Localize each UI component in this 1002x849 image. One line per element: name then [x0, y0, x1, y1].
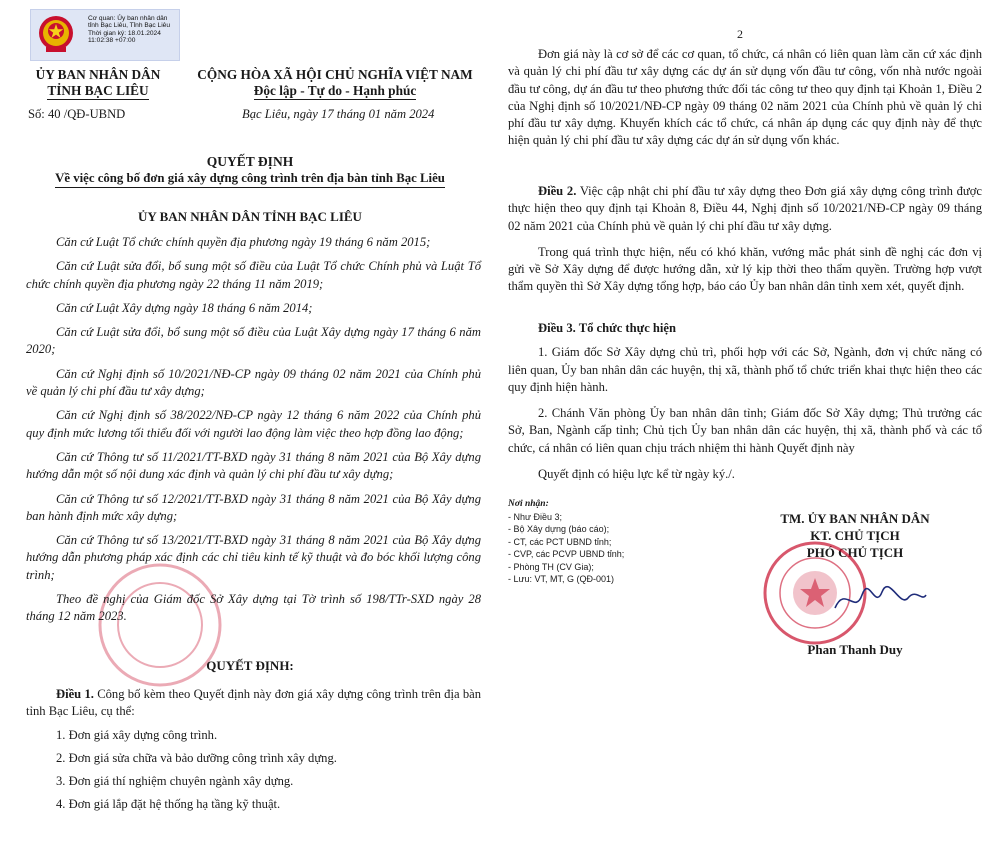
article-1-intro [26, 686, 481, 721]
article-2-text-block [508, 183, 982, 235]
article-1-item: 1. Đơn giá xây dựng công trình. [56, 727, 218, 742]
article-1-item: 3. Đơn giá thí nghiệm chuyên ngành xây dựng. [56, 774, 294, 789]
recipients-title: Nơi nhận: [508, 499, 549, 509]
country-name: CỘNG HÒA XÃ HỘI CHỦ NGHĨA VIỆT NAM [197, 67, 473, 82]
document-number: Số: 40 /QĐ-UBND [28, 107, 126, 121]
right-page [500, 0, 1002, 849]
article-2-para2: Trong quá trình thực hiện, nếu có khó khăn, vướng mắc phát sinh đề nghị các đơn vị gửi về Sở Xây dựng để được hướng dẫn, xử lý kịp thời theo thẩm quyền. Trường hợp vượt thẩm quyền thì Sở Xây dựng tổng hợp, báo cáo Ủy ban nhân dân tỉnh xem xét, quyết định. [508, 244, 982, 294]
article-1-continuation [508, 46, 982, 150]
subject-text: Về việc công bố đơn giá xây dựng công trình trên địa bàn tỉnh Bạc Liêu [55, 171, 445, 188]
ground-item: Căn cứ Luật Xây dựng ngày 18 tháng 6 năm 2014; [56, 300, 313, 315]
article-1 [26, 686, 481, 814]
page-number: 2 [737, 27, 743, 41]
signature-time: Thời gian ký: 18.01.2024 11:02:38 +07:00 [88, 29, 161, 45]
signer-line2: KT. CHỦ TỊCH [810, 528, 900, 543]
ground-item: Căn cứ Luật Tổ chức chính quyền địa phương ngày 19 tháng 6 năm 2015; [56, 235, 431, 249]
legal-grounds [26, 234, 481, 626]
ground-item: Căn cứ Luật sửa đổi, bổ sung một số điều của Luật Xây dựng ngày 17 tháng 6 năm 2020; [26, 325, 481, 357]
decision-title: QUYẾT ĐỊNH [206, 154, 294, 169]
recipient-item: - CVP, các PCVP UBND tỉnh; [508, 549, 625, 559]
recipient-item: - Như Điều 3; [508, 511, 563, 522]
agency-line2: TỈNH BẠC LIÊU [47, 83, 149, 98]
ground-item: Theo đề nghị của Giám đốc Sở Xây dựng tại Tờ trình số 198/TTr-SXD ngày 28 tháng 12 năm 2023. [26, 592, 481, 624]
ground-item: Căn cứ Nghị định số 38/2022/NĐ-CP ngày 12 tháng 6 năm 2022 của Chính phủ quy định mức lương tối thiểu đối với người lao động làm việc theo hợp đồng lao động; [26, 408, 481, 440]
national-emblem-icon [37, 13, 75, 57]
article-2-text: Việc cập nhật chi phí đầu tư xây dựng theo Đơn giá xây dựng công trình được thực hiện theo quy định tại Khoản 8, Điều 44, Nghị định số 10/2021/NĐ-CP ngày 09 tháng 02 năm 2021 của Chính phủ về quản lý chi phí đầu tư xây dựng. [508, 184, 983, 233]
article-1-continuation-text: Đơn giá này là cơ sở để các cơ quan, tổ chức, cá nhân có liên quan làm căn cứ xác định và quản lý chi phí đầu tư xây dựng các dự án sử dụng vốn đầu tư công, vốn nhà nước ngoài đầu tư công, dự án đầu tư theo phương thức đối tác công tư theo quy định tại Khoản 1, Điều 2 của Nghị định số 10/2021/NĐ-CP ngày 09 tháng 02 năm 2021 của Chính phủ về quản lý chi phí đầu tư xây dựng. Khuyến khích các tổ chức, cá nhân áp dụng các quy định này để thực hiện quản lý chi phí đầu tư xây dựng các dự án sử dụng vốn khác. [508, 47, 982, 148]
article-3-para1: 1. Giám đốc Sở Xây dựng chủ trì, phối hợp với các Sở, Ngành, đơn vị chức năng có liên quan, Ủy ban nhân dân các huyện, thị xã, thành phố tổ chức triển khai thực hiện theo các quy định hiện hành. [508, 345, 982, 394]
ground-item: Căn cứ Thông tư số 13/2021/TT-BXD ngày 31 tháng 8 năm 2021 của Bộ Xây dựng hướng dẫn phương pháp xác định các chỉ tiêu kinh tế kỹ thuật và đo bóc khối lượng công trình; [26, 533, 481, 582]
national-header [190, 67, 480, 100]
recipients-block [508, 498, 658, 586]
recipient-item: - Phòng TH (CV Gia); [508, 561, 594, 572]
article-3 [508, 320, 982, 483]
article-3-label: Điều 3. Tổ chức thực hiện [538, 321, 677, 335]
motto: Độc lập - Tự do - Hạnh phúc [253, 83, 417, 98]
agency-name [18, 67, 178, 100]
article-2 [508, 183, 982, 296]
ground-item: Căn cứ Nghị định số 10/2021/NĐ-CP ngày 09 tháng 02 năm 2021 của Chính phủ về quản lý chi phí đầu tư xây dựng; [26, 366, 481, 399]
digital-signature-box [30, 9, 180, 61]
signer-line1: TM. ỦY BAN NHÂN DÂN [780, 511, 930, 526]
handwritten-signature-icon [830, 580, 930, 620]
left-page [0, 0, 500, 849]
signer-line3: PHÓ CHỦ TỊCH [806, 545, 904, 560]
agency-line1: ỦY BAN NHÂN DÂN [35, 67, 161, 82]
ground-item: Căn cứ Thông tư số 11/2021/TT-BXD ngày 31 tháng 8 năm 2021 của Bộ Xây dựng hướng dẫn một số nội dung xác định và quản lý chi phí đầu tư xây dựng; [26, 449, 481, 482]
signer-name: Phan Thanh Duy [807, 642, 903, 657]
recipient-item: - Bộ Xây dựng (báo cáo); [508, 524, 610, 534]
decision-subject [30, 171, 470, 186]
ground-item: Căn cứ Luật sửa đổi, bổ sung một số điều của Luật Tổ chức Chính phủ và Luật Tổ chức chính quyền địa phương ngày 22 tháng 11 năm 2019; [26, 259, 481, 291]
article-2-label: Điều 2. [538, 184, 577, 198]
article-1-text: Công bố kèm theo Quyết định này đơn giá xây dựng công trình trên địa bàn tỉnh Bạc Liêu, cụ thể: [26, 687, 481, 719]
article-1-item: 2. Đơn giá sửa chữa và bảo dưỡng công trình xây dựng. [56, 750, 337, 765]
signature-info [88, 15, 178, 45]
effective-statement: Quyết định có hiệu lực kể từ ngày ký./. [538, 467, 735, 482]
recipient-item: - Lưu: VT, MT, G (QĐ-001) [508, 574, 615, 584]
decision-heading: QUYẾT ĐỊNH: [206, 658, 294, 673]
recipient-item: - CT, các PCT UBND tỉnh; [508, 536, 612, 547]
article-3-para2: 2. Chánh Văn phòng Ủy ban nhân dân tỉnh; Giám đốc Sở Xây dựng; Thủ trưởng các Sở, Ban, Ngành cấp tỉnh; Chủ tịch Ủy ban nhân dân các huyện, thị xã, thành phố và các tổ chức, cá nhân có liên quan chịu trách nhiệm thi hành Quyết định này [508, 406, 982, 455]
place-date: Bạc Liêu, ngày 17 tháng 01 năm 2024 [242, 107, 435, 121]
article-1-label: Điều 1. [56, 687, 94, 701]
signature-agency: Cơ quan: Ủy ban nhân dân tỉnh Bạc Liêu, Tỉnh Bạc Liêu [88, 15, 170, 30]
issuer-name: ỦY BAN NHÂN DÂN TỈNH BẠC LIÊU [138, 209, 362, 224]
article-1-item: 4. Đơn giá lắp đặt hệ thống hạ tầng kỹ thuật. [56, 797, 281, 812]
ground-item: Căn cứ Thông tư số 12/2021/TT-BXD ngày 31 tháng 8 năm 2021 của Bộ Xây dựng ban hành định mức xây dựng; [26, 491, 481, 523]
